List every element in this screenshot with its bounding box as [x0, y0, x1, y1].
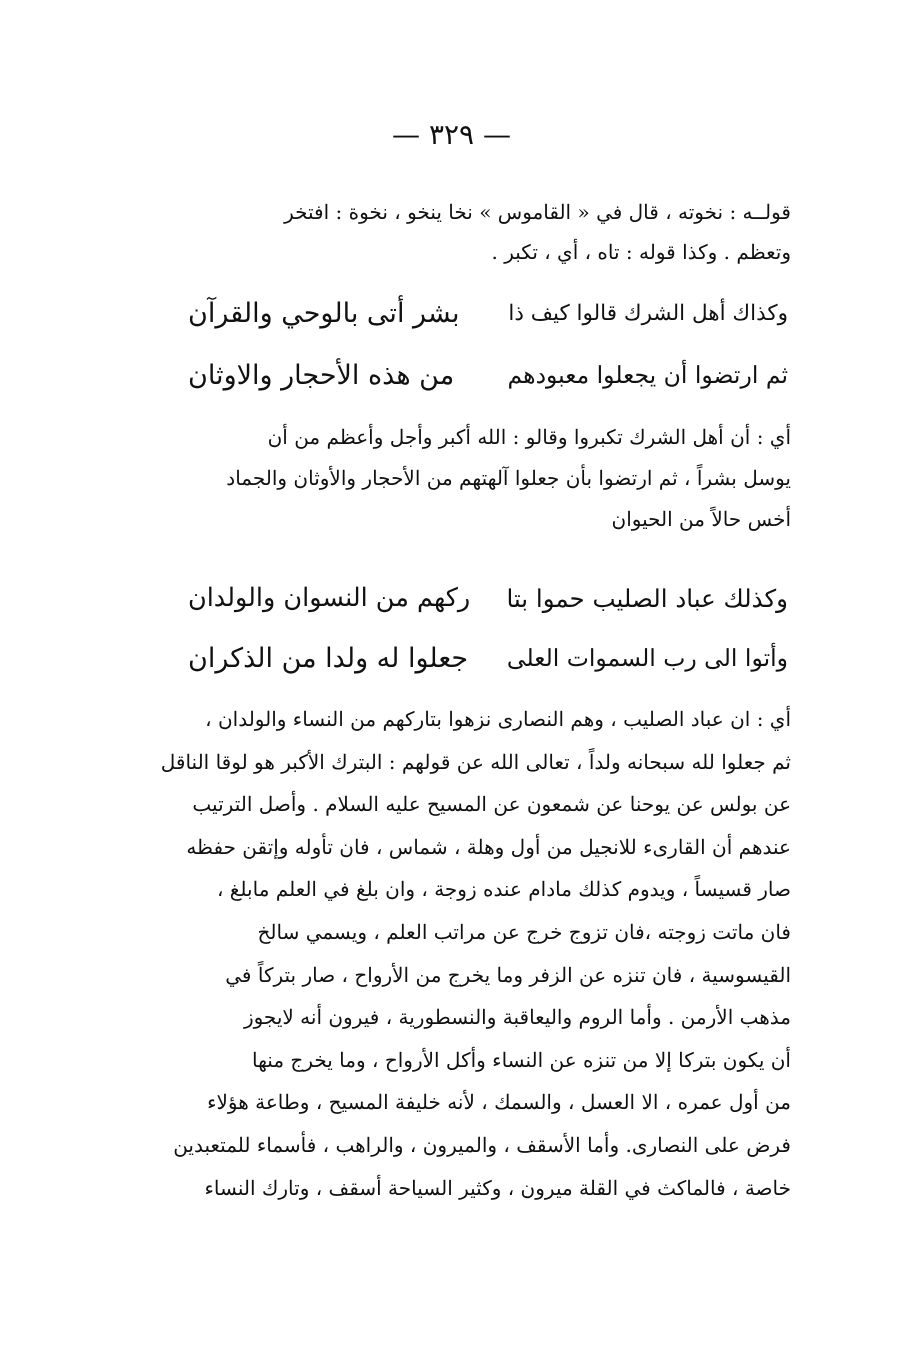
commentary-line: أخس حالاً من الحيوان	[611, 507, 791, 531]
commentary-line: وتعظم . وكذا قوله : تاه ، أي ، تكبر .	[491, 240, 791, 264]
commentary-line: قولــه : نخوته ، قال في « القاموس » نخا ينخو ، نخوة : افتخر	[284, 200, 791, 224]
verse-line	[188, 288, 788, 338]
commentary-line: صار قسيساً ، ويدوم كذلك مادام عنده زوجة ، وان بلغ في العلم مابلغ ،	[216, 877, 791, 902]
commentary-line: عندهم أن القارىء للانجيل من أول وهلة ، شماس ، فان تأوله وإتقن حفظه	[186, 834, 791, 859]
commentary-2	[115, 698, 791, 1209]
commentary-1	[115, 417, 791, 540]
commentary-line: من أول عمره ، الا العسل ، والسمك ، لأنه خليفة المسيح ، وطاعة هؤلاء	[207, 1090, 791, 1115]
verse-second-hemistich: ركهم من النسوان والولدان	[188, 583, 471, 613]
verse-line	[188, 633, 788, 683]
commentary-line: أي : ان عباد الصليب ، وهم النصارى نزهوا بتاركهم من النساء والولدان ،	[205, 707, 791, 731]
commentary-line: أي : أن أهل الشرك تكبروا وقالو : الله أكبر وأجل وأعظم من أن	[267, 425, 791, 449]
verse-first-hemistich: وكذاك أهل الشرك قالوا كيف ذا	[508, 300, 788, 326]
verse-first-hemistich: وكذلك عباد الصليب حموا بتا	[506, 583, 788, 613]
verse-line	[188, 573, 788, 623]
verse-line	[188, 350, 788, 400]
commentary-line: أن يكون بتركا إلا من تنزه عن النساء وأكل الأرواح ، وما يخرج منها	[251, 1047, 791, 1072]
verse-second-hemistich: بشر أتى بالوحي والقرآن	[188, 297, 460, 329]
commentary-line: خاصة ، فالماكث في القلة ميرون ، وكثير السياحة أسقف ، وتارك النساء	[204, 1175, 791, 1200]
verse-first-hemistich: ثم ارتضوا أن يجعلوا معبودهم	[507, 361, 788, 389]
commentary-line: فرض على النصارى. وأما الأسقف ، والميرون ، والراهب ، فأسماء للمتعبدين	[173, 1132, 791, 1157]
commentary-line: مذهب الأرمن . وأما الروم واليعاقبة والنسطورية ، فيرون أنه لايجوز	[243, 1005, 791, 1030]
verse-second-hemistich: جعلوا له ولدا من الذكران	[188, 642, 469, 674]
commentary-line: ثم جعلوا لله سبحانه ولداً ، تعالى الله عن قولهم : البترك الأكبر هو لوقا الناقل	[160, 749, 791, 774]
commentary-line: يوسل بشراً ، ثم ارتضوا بأن جعلوا آلهتهم من الأحجار والأوثان والجماد	[226, 466, 791, 490]
verse-second-hemistich: من هذه الأحجار والاوثان	[188, 359, 455, 391]
commentary-line: عن بولس عن يوحنا عن شمعون عن المسيح عليه السلام . وأصل الترتيب	[192, 792, 791, 817]
commentary-line: فان ماتت زوجته ،فان تزوج خرج عن مراتب العلم ، ويسمي سالخ	[257, 919, 791, 944]
page-number: — ٣٢٩ —	[392, 118, 511, 151]
verse-first-hemistich: وأتوا الى رب السموات العلى	[506, 644, 788, 672]
commentary-top	[115, 192, 791, 272]
commentary-line: القيسوسية ، فان تنزه عن الزفر وما يخرج من الأرواح ، صار بتركاً في	[225, 962, 791, 987]
